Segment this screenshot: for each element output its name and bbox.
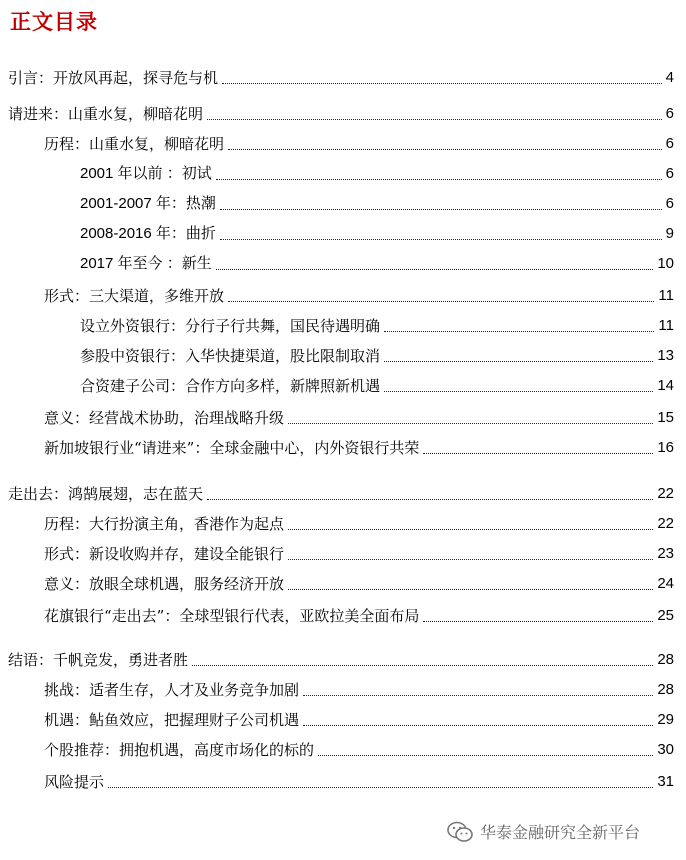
toc-entry[interactable] [0,98,686,124]
toc-entry-label: 历程：山重水复，柳暗花明 [44,135,225,153]
wechat-icon [446,821,474,843]
toc-entry[interactable] [0,370,686,396]
toc-entry-label: 设立外资银行：分行子行共舞，国民待遇明确 [80,317,381,335]
toc-entry[interactable] [0,402,686,428]
dot-leader [228,300,654,302]
toc-entry-label: 引言：开放风再起，探寻危与机 [8,69,219,87]
toc-entry-page: 15 [657,409,674,426]
dot-leader [384,390,653,392]
toc-entry-label: 挑战：适者生存，人才及业务竞争加剧 [44,681,300,699]
toc-entry-label: 2017 年至今 ：新生 [80,255,212,272]
toc-entry[interactable] [0,766,686,792]
toc-entry[interactable] [0,674,686,700]
toc-entry-page: 23 [657,545,674,562]
toc-entry-label: 参股中资银行：入华快捷渠道，股比限制取消 [80,347,381,365]
dot-leader [303,694,653,696]
toc-entry-page: 14 [657,377,674,394]
toc-entry-page: 6 [665,195,674,212]
toc-entry-page: 10 [657,255,674,272]
toc-entry[interactable] [0,128,686,154]
toc-entry[interactable] [0,734,686,760]
toc-entry-page: 6 [665,135,674,152]
toc-entry[interactable] [0,280,686,306]
dot-leader [207,118,662,120]
toc-entry-page: 25 [657,607,674,624]
toc-entry[interactable] [0,340,686,366]
toc-entry-label: 2008-2016 年：曲折 [80,225,216,242]
dot-leader [288,528,653,530]
dot-leader [222,82,662,84]
toc-entry-page: 4 [665,69,674,86]
toc-entry-page: 16 [657,439,674,456]
toc-entry-page: 6 [665,105,674,122]
toc-entry-page: 22 [657,515,674,532]
toc-entry-label: 结语：千帆竞发，勇进者胜 [8,651,189,669]
toc-entry[interactable] [0,508,686,534]
toc-entry[interactable] [0,310,686,336]
toc-entry-label: 花旗银行“走出去”：全球型银行代表，亚欧拉美全面布局 [44,607,420,625]
toc-entry[interactable] [0,432,686,458]
toc-entry[interactable] [0,158,686,184]
toc-entry-page: 6 [665,165,674,182]
dot-leader [216,178,662,180]
toc-entry-page: 28 [657,681,674,698]
dot-leader [220,238,662,240]
toc-entry-page: 11 [658,317,674,334]
toc-entry[interactable] [0,218,686,244]
toc-entry-label: 形式：新设收购并存，建设全能银行 [44,545,285,563]
dot-leader [288,422,653,424]
dot-leader [288,558,653,560]
toc-entry-label: 合资建子公司：合作方向多样，新牌照新机遇 [80,377,381,395]
toc-entry-page: 30 [657,741,674,758]
dot-leader [423,452,653,454]
toc-entry-page: 11 [658,287,674,304]
toc-entry-label: 2001-2007 年：热潮 [80,195,216,212]
toc-entry-label: 形式：三大渠道，多维开放 [44,287,225,305]
toc-entry[interactable] [0,704,686,730]
dot-leader [288,588,653,590]
toc-entry-label: 走出去：鸿鹄展翅，志在蓝天 [8,485,204,503]
toc-entry-page: 24 [657,575,674,592]
toc-entry[interactable] [0,538,686,564]
toc-entry-label: 请进来：山重水复，柳暗花明 [8,105,204,123]
dot-leader [228,148,662,150]
dot-leader [207,498,653,500]
watermark [446,820,640,843]
toc-entry[interactable] [0,188,686,214]
dot-leader [318,754,653,756]
dot-leader [192,664,653,666]
toc-entry[interactable] [0,644,686,670]
toc-entry-page: 28 [657,651,674,668]
toc-entry[interactable] [0,62,686,88]
watermark-text: 华泰金融研究全新平台 [480,823,641,842]
dot-leader [220,208,662,210]
toc-entry-page: 22 [657,485,674,502]
dot-leader [303,724,653,726]
toc-entry-label: 个股推荐：拥抱机遇，高度市场化的标的 [44,741,315,759]
toc-entry-label: 风险提示 [44,773,105,791]
toc-entry-label: 2001 年以前 ：初试 [80,165,212,182]
page-title: 正文目录 [10,9,98,34]
toc-entry-label: 历程：大行扮演主角，香港作为起点 [44,515,285,533]
dot-leader [384,360,653,362]
dot-leader [108,786,653,788]
toc-entry-label: 机遇：鲇鱼效应，把握理财子公司机遇 [44,711,300,729]
dot-leader [423,620,653,622]
toc-entry[interactable] [0,568,686,594]
toc-entry[interactable] [0,478,686,504]
toc-entry-label: 新加坡银行业“请进来”：全球金融中心，内外资银行共荣 [44,439,420,457]
dot-leader [216,268,654,270]
toc-entry-page: 13 [657,347,674,364]
toc-entry-page: 9 [665,225,674,242]
toc-entry-label: 意义：经营战术协助，治理战略升级 [44,409,285,427]
dot-leader [384,330,654,332]
toc-entry-page: 29 [657,711,674,728]
toc-entry[interactable] [0,600,686,626]
toc-entry-page: 31 [657,773,674,790]
toc-entry[interactable] [0,248,686,274]
toc-entry-label: 意义：放眼全球机遇，服务经济开放 [44,575,285,593]
